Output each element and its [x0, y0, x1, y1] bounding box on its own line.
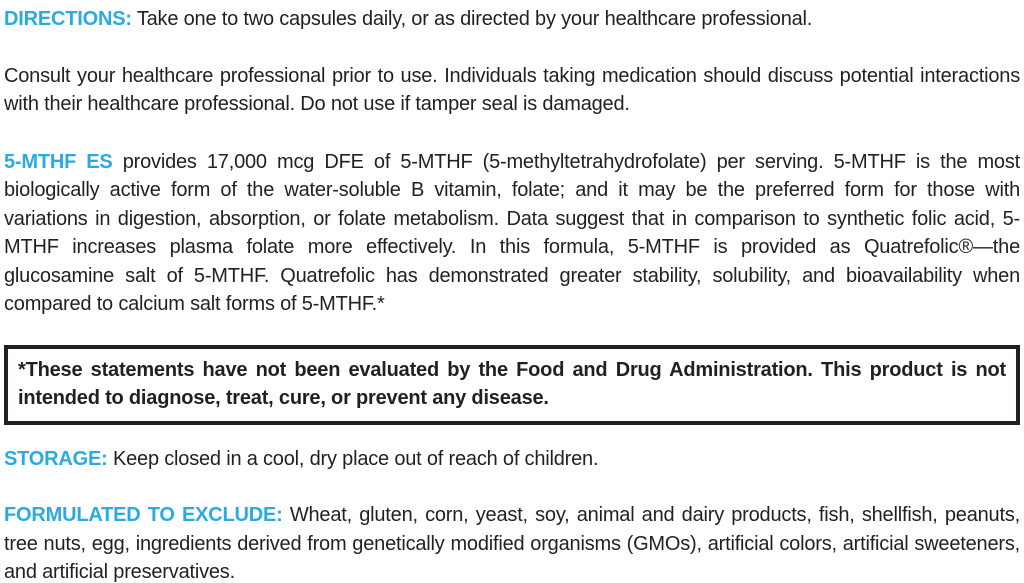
mthf-text: provides 17,000 mcg DFE of 5-MTHF (5-methyltetrahydrofolate) per serving. 5-MTHF is the most biologically active form of the water-soluble B vitamin, folate; and it may be the preferred form for those with variations in digestion, absorption, or folate metabolism. Data suggest that in comparison to synthetic folic acid, 5-MTHF increases plasma folate more effectively. In this formula, 5-MTHF is provided as Quatrefolic®—the glucosamine salt of 5-MTHF. Quatrefolic has demonstrated greater stability, solubility, and bioavailability when compared to calcium salt forms of 5-MTHF.*	[4, 150, 1020, 315]
formulated-to-exclude-text: Wheat, gluten, corn, yeast, soy, animal and dairy products, fish, shellfish, peanuts, tree nuts, egg, ingredients derived from genetically modified organisms (GMOs), artificial colors, artificial sweeteners, and artificial preservatives.	[4, 504, 1020, 583]
storage-heading: STORAGE:	[4, 447, 108, 470]
mthf-heading: 5-MTHF ES	[4, 150, 113, 173]
directions-paragraph	[4, 5, 1020, 34]
consult-paragraph	[4, 62, 1020, 119]
storage-paragraph	[4, 445, 1020, 474]
fda-disclaimer-box	[4, 345, 1020, 425]
directions-text: Take one to two capsules daily, or as directed by your healthcare professional.	[136, 8, 813, 30]
consult-text: Consult your healthcare professional prior to use. Individuals taking medication should discuss potential interactions with their healthcare professional. Do not use if tamper seal is damaged.	[4, 64, 1020, 115]
formulated-to-exclude-heading: FORMULATED TO EXCLUDE:	[4, 504, 283, 526]
directions-heading: DIRECTIONS:	[4, 8, 132, 30]
storage-text: Keep closed in a cool, dry place out of reach of children.	[112, 447, 599, 470]
fda-disclaimer-text: *These statements have not been evaluated by the Food and Drug Administration. This product is not intended to diagnose, treat, cure, or prevent any disease.	[18, 358, 1006, 409]
mthf-paragraph	[4, 148, 1020, 319]
formulated-to-exclude-paragraph	[4, 501, 1020, 583]
